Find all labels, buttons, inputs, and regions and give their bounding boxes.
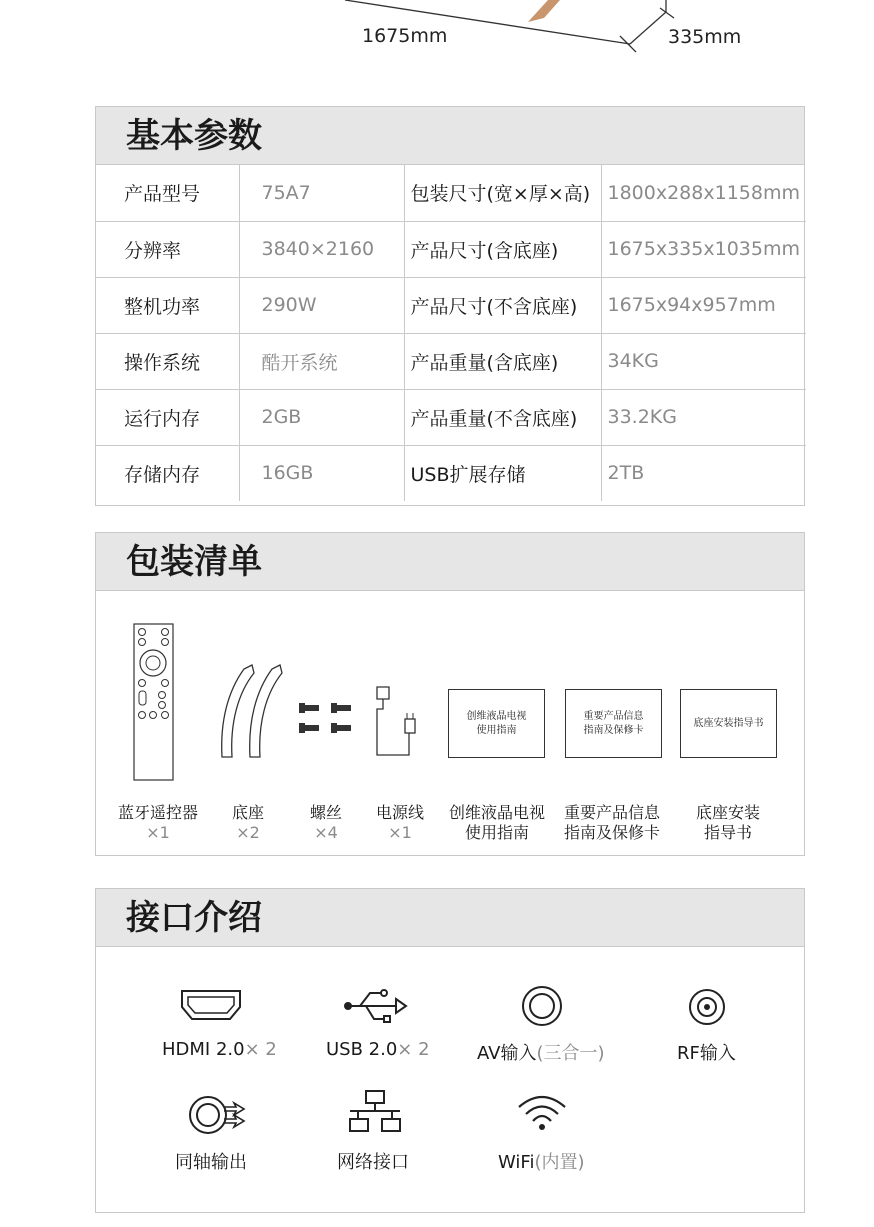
spec-row <box>96 445 806 501</box>
spec-value: 酷开系统 <box>239 333 404 389</box>
spec-key: 产品尺寸(含底座) <box>404 221 601 277</box>
spec-key: 操作系统 <box>96 333 239 389</box>
warranty-card-icon: 重要产品信息 指南及保修卡 <box>565 689 662 758</box>
package-item-warranty-card: 重要产品信息 指南及保修卡 <box>563 803 660 842</box>
specs-section <box>95 106 805 506</box>
spec-row <box>96 277 806 333</box>
spec-key: 包装尺寸(宽×厚×高) <box>404 165 601 221</box>
install-guide-icon: 底座安装指导书 <box>680 689 777 758</box>
spec-value: 2GB <box>239 389 404 445</box>
spec-row <box>96 221 806 277</box>
port-rf-label: RF输入 <box>677 1043 736 1064</box>
package-item-manual: 创维液晶电视 使用指南 <box>448 803 545 842</box>
spec-key: 产品型号 <box>96 165 239 221</box>
package-item-screw: 螺丝 ×4 <box>309 803 342 842</box>
spec-key: 存储内存 <box>96 445 239 501</box>
package-item-install-guide: 底座安装 指导书 <box>695 803 760 842</box>
package-title: 包装清单 <box>96 533 804 591</box>
spec-value: 1675x335x1035mm <box>601 221 806 277</box>
spec-value: 75A7 <box>239 165 404 221</box>
spec-value: 34KG <box>601 333 806 389</box>
package-section <box>95 532 805 856</box>
spec-value: 290W <box>239 277 404 333</box>
port-coaxial-label: 同轴输出 <box>175 1152 247 1173</box>
width-dimension-label: 1675mm <box>362 25 448 47</box>
port-network-label: 网络接口 <box>337 1152 409 1173</box>
spec-key: 分辨率 <box>96 221 239 277</box>
port-usb-label: USB 2.0× 2 <box>326 1039 430 1060</box>
network-icon <box>348 1089 402 1135</box>
manual-icon: 创维液晶电视 使用指南 <box>448 689 545 758</box>
spec-row <box>96 165 806 221</box>
stand-icon <box>214 661 286 761</box>
package-item-stand: 底座 ×2 <box>231 803 264 842</box>
port-av-label: AV输入(三合一) <box>477 1043 605 1064</box>
package-item-remote: 蓝牙遥控器 ×1 <box>117 803 198 842</box>
spec-value: 3840×2160 <box>239 221 404 277</box>
ports-section <box>95 888 805 1213</box>
rf-icon <box>687 987 727 1027</box>
port-wifi-label: WiFi(内置) <box>498 1152 585 1173</box>
spec-key: 运行内存 <box>96 389 239 445</box>
spec-value: 2TB <box>607 462 645 485</box>
specs-title: 基本参数 <box>96 107 804 165</box>
package-item-power-cord: 电源线 ×1 <box>375 803 424 842</box>
hdmi-icon <box>180 987 242 1023</box>
spec-row <box>96 333 806 389</box>
spec-key: 产品重量(含底座) <box>404 333 601 389</box>
spec-value: 33.2KG <box>601 389 806 445</box>
ports-title: 接口介绍 <box>96 889 804 947</box>
depth-dimension-label: 335mm <box>668 26 742 48</box>
port-hdmi-label: HDMI 2.0× 2 <box>162 1039 277 1060</box>
wifi-icon <box>516 1093 568 1133</box>
screw-icon <box>297 697 357 741</box>
spec-value: 1800x288x1158mm <box>601 165 806 221</box>
av-icon <box>521 985 563 1027</box>
spec-value: 1675x94x957mm <box>601 277 806 333</box>
spec-key: 产品尺寸(不含底座) <box>404 277 601 333</box>
coaxial-icon <box>188 1093 248 1137</box>
usb-icon <box>342 985 408 1027</box>
specs-table <box>96 165 806 501</box>
spec-value: 16GB <box>239 445 404 501</box>
spec-key: USB扩展存储 <box>404 445 601 501</box>
remote-icon <box>133 623 175 783</box>
spec-row <box>96 389 806 445</box>
spec-key: 产品重量(不含底座) <box>404 389 601 445</box>
power-cord-icon <box>369 683 431 763</box>
spec-key: 整机功率 <box>96 277 239 333</box>
